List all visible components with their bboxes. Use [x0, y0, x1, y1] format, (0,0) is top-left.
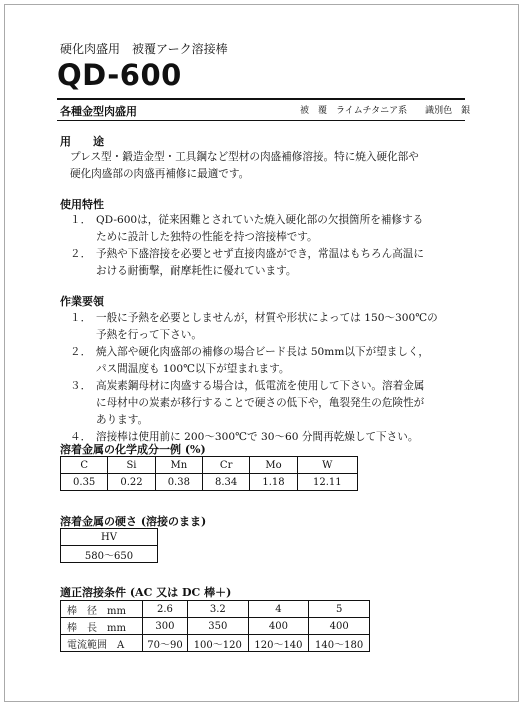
table-cell: 1.18	[250, 474, 297, 491]
use-line: プレス型・鍛造金型・工具鋼など型材の肉盛補修溶接。特に焼入硬化部や	[70, 151, 419, 163]
feature-line: 予熱や下盛溶接を必要とせず直接肉盛ができ，常温はもちろん高温に	[96, 248, 424, 260]
table-row	[61, 546, 158, 563]
feature-line: QD-600は，従来困難とされていた焼入硬化部の欠損箇所を補修する	[96, 214, 424, 226]
table-cell: 5	[309, 601, 370, 618]
table-row	[61, 601, 370, 618]
note-line: に母材中の炭素が移行することで硬さの低下や，亀裂発生の危険性が	[96, 397, 425, 409]
table-row	[61, 618, 370, 635]
note-line: 高炭素鋼母材に肉盛する場合は，低電流を使用して下さい。溶着金属	[96, 380, 425, 392]
table-header-cell: Cr	[202, 457, 249, 474]
product-title: QD-600	[57, 58, 182, 92]
note-line: 溶接棒は使用前に 200～300℃で 30～60 分間再乾燥して下さい。	[96, 431, 419, 443]
table-row	[61, 529, 158, 546]
use-line: 硬化肉盛部の肉盛再補修に最適です。	[70, 168, 250, 180]
list-number: ３．	[70, 380, 92, 392]
note-line: 焼入部や硬化肉盛部の補修の場合ビード長は 50mm以下が望ましく，	[96, 346, 429, 358]
table-row	[61, 474, 358, 491]
table-cell: 0.22	[108, 474, 155, 491]
row-label: 棒 長 mm	[61, 618, 143, 635]
table-cell: 4	[248, 601, 309, 618]
table-header-cell: Si	[108, 457, 155, 474]
conditions-table	[60, 600, 370, 652]
note-line: 予熱を行って下さい。	[96, 329, 202, 341]
coating-info: 被 覆 ライムチタニア系 識別色 銀	[300, 106, 471, 116]
table-cell: 400	[309, 618, 370, 635]
table-cell: 3.2	[187, 601, 248, 618]
table-cell: 0.38	[155, 474, 202, 491]
table-cell: 0.35	[61, 474, 108, 491]
table-cell: 100～120	[187, 635, 248, 652]
table-header-cell: Mo	[250, 457, 297, 474]
table-cell: 140～180	[309, 635, 370, 652]
note-line: あります。	[96, 414, 149, 426]
use-heading: 用 途	[60, 135, 104, 148]
feature-line: おける耐衝撃，耐摩耗性に優れています。	[96, 265, 297, 277]
note-line: 一般に予熱を必要としませんが，材質や形状によっては 150～300℃の	[96, 312, 438, 324]
feature-line: ために設計した独特の性能を持つ溶接棒です。	[96, 231, 318, 243]
table-header-cell: C	[61, 457, 108, 474]
list-number: ２．	[70, 346, 92, 358]
title-rule	[57, 98, 465, 100]
chemistry-table	[60, 456, 358, 491]
table-cell: 2.6	[143, 601, 188, 618]
table-row	[61, 457, 358, 474]
table-cell: 350	[187, 618, 248, 635]
table-cell: 8.34	[202, 474, 249, 491]
table-header-cell: W	[297, 457, 357, 474]
product-subtitle: 硬化肉盛用 被覆アーク溶接棒	[60, 42, 228, 56]
notes-heading: 作業要領	[60, 295, 104, 308]
features-heading: 使用特性	[60, 198, 104, 211]
table-row	[61, 635, 370, 652]
row-label: 電流範囲 A	[61, 635, 143, 652]
hardness-heading: 溶着金属の硬さ (溶接のまま)	[60, 515, 207, 528]
table-header-cell: Mn	[155, 457, 202, 474]
row-label: 棒 径 mm	[61, 601, 143, 618]
note-line: パス間温度も 100℃以下が望まれます。	[96, 363, 290, 375]
chemistry-heading: 溶着金属の化学成分一例 (%)	[60, 443, 206, 456]
table-cell: 70～90	[143, 635, 188, 652]
hardness-table	[60, 528, 158, 563]
conditions-heading: 適正溶接条件 (AC 又は DC 棒＋)	[60, 586, 232, 599]
table-cell: 580～650	[61, 546, 158, 563]
list-number: ４．	[70, 431, 92, 443]
table-cell: 12.11	[297, 474, 357, 491]
list-number: ２．	[70, 248, 92, 260]
list-number: １．	[70, 214, 92, 226]
table-cell: 120～140	[248, 635, 309, 652]
purpose-label: 各種金型肉盛用	[60, 105, 137, 118]
header-rule	[57, 120, 465, 121]
table-header-cell: HV	[61, 529, 158, 546]
table-cell: 300	[143, 618, 188, 635]
list-number: １．	[70, 312, 92, 324]
table-cell: 400	[248, 618, 309, 635]
